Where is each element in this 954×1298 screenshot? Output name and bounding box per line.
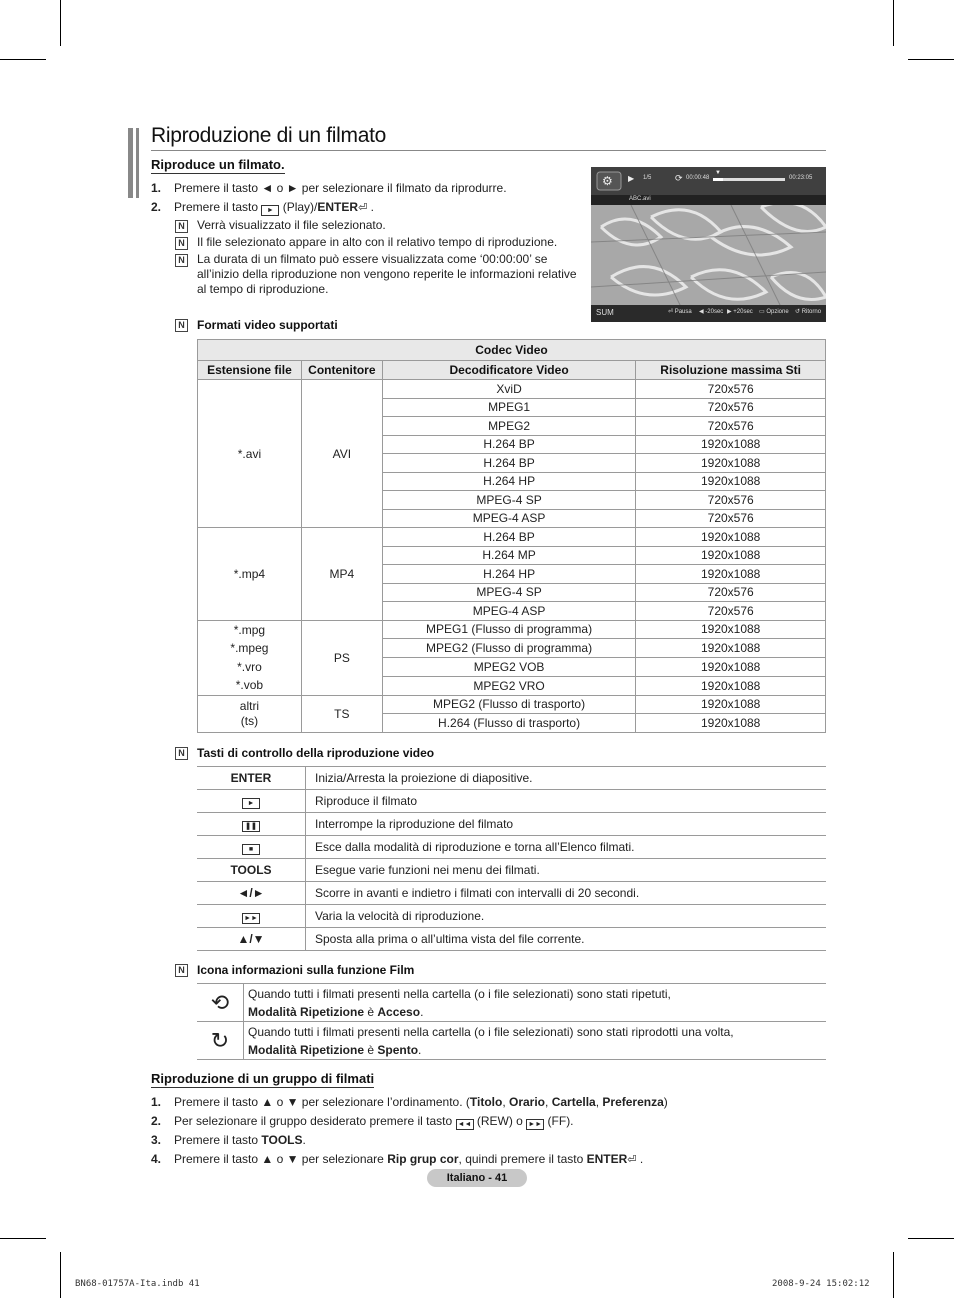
page-title: Riproduzione di un filmato xyxy=(151,124,387,147)
table-cell-container: TS xyxy=(301,695,382,732)
step-number: 2. xyxy=(151,1114,162,1128)
note-icon: N xyxy=(175,964,188,977)
extension-line: *.mpg xyxy=(233,622,266,637)
extension-line: altri xyxy=(239,698,260,713)
column-header: Risoluzione massima Sti xyxy=(636,361,826,380)
key-cell: ENTER xyxy=(197,767,306,790)
play-button-icon: ► xyxy=(261,205,279,216)
setting-period: . xyxy=(420,1004,424,1019)
stop-button-icon: ■ xyxy=(242,844,260,855)
table-cell-decoder: XviD xyxy=(382,380,636,399)
column-header: Contenitore xyxy=(301,361,382,380)
table-cell-decoder: MPEG-4 ASP xyxy=(382,602,636,621)
repeat-icon: ⟳ xyxy=(675,173,683,183)
film-icon-info-table xyxy=(197,983,826,1060)
table-cell-extension xyxy=(198,695,302,732)
table-cell-resolution: 1920x1088 xyxy=(636,695,826,714)
key-cell: ◄/► xyxy=(197,882,306,905)
table-cell-resolution: 1920x1088 xyxy=(636,472,826,491)
crop-mark xyxy=(893,0,894,46)
setting-name: Modalità Ripetizione xyxy=(248,1004,365,1019)
note-icon: N xyxy=(175,220,188,233)
rewind-control: ◀ -20sec xyxy=(699,309,724,315)
enter-icon: ⏎ xyxy=(358,202,368,214)
enter-key-label: ENTER xyxy=(586,1152,628,1166)
icon-cell xyxy=(197,1022,244,1060)
setting-value: Acceso xyxy=(377,1004,421,1019)
return-control-label: Ritorno xyxy=(801,309,822,315)
step-text-part: ) xyxy=(663,1095,668,1109)
note-text: Il file selezionato appare in alto con il relativo tempo di riproduzione. xyxy=(197,235,558,249)
extension-line: *.mpeg xyxy=(230,641,269,655)
step-text: Premere il tasto ▲ o ▼ per selezionare Rip grup cor, quindi premere il tasto ENTER⏎ . xyxy=(174,1152,644,1166)
leaf-pattern-background xyxy=(591,167,826,322)
step-number: 3. xyxy=(151,1133,162,1147)
key-cell: TOOLS xyxy=(197,859,306,882)
step-text: Premere il tasto ▲ o ▼ per selezionare l’ordinamento. (Titolo, Orario, Cartella, Preferenza) xyxy=(174,1095,668,1109)
table-cell-resolution: 1920x1088 xyxy=(636,658,826,677)
icon-info-label: Icona informazioni sulla funzione Film xyxy=(197,963,415,977)
note-text: all’inizio della riproduzione non vengono reperite le informazioni relative xyxy=(197,267,577,281)
pause-control: ⏎ Pausa xyxy=(668,309,692,315)
icon-description-line: Quando tutti i filmati presenti nella cartella (o i file selezionati) sono stati riprodotti una volta, xyxy=(248,1024,734,1039)
table-cell-resolution: 1920x1088 xyxy=(636,435,826,454)
table-cell-decoder: MPEG-4 SP xyxy=(382,583,636,602)
table-cell-decoder: H.264 BP xyxy=(382,435,636,454)
step-text: Premere il tasto TOOLS. xyxy=(174,1133,306,1147)
table-cell-resolution: 1920x1088 xyxy=(636,714,826,733)
key-description: Inizia/Arresta la proiezione di diapositive. xyxy=(306,767,827,790)
table-cell-extension: *.mp4 xyxy=(198,528,302,621)
table-cell-resolution: 720x576 xyxy=(636,380,826,399)
crop-mark xyxy=(893,1252,894,1298)
table-cell-decoder: MPEG2 VOB xyxy=(382,658,636,677)
table-cell-decoder: H.264 MP xyxy=(382,546,636,565)
note-icon: N xyxy=(175,237,188,250)
movie-playback-screenshot xyxy=(591,167,826,322)
pause-button-icon: ❚❚ xyxy=(242,821,260,832)
icon-description-line xyxy=(248,1003,826,1021)
table-cell-resolution: 1920x1088 xyxy=(636,528,826,547)
crop-mark xyxy=(908,1238,954,1239)
extension-line: *.vob xyxy=(235,678,264,692)
table-cell-decoder: MPEG2 xyxy=(382,417,636,436)
table-cell-decoder: MPEG-4 ASP xyxy=(382,509,636,528)
step-text: Premere il tasto ► (Play)/ENTER⏎ . xyxy=(174,200,374,214)
table-cell-decoder: MPEG-4 SP xyxy=(382,491,636,510)
play-status-icon: ▶ xyxy=(628,174,635,183)
step-text-part: (FF). xyxy=(547,1114,574,1128)
enter-key-label: ENTER xyxy=(317,200,359,214)
step-text-part: Per selezionare il gruppo desiderato premere il tasto xyxy=(174,1114,453,1128)
crop-mark xyxy=(60,0,61,46)
table-cell-resolution: 1920x1088 xyxy=(636,620,826,639)
note-text: La durata di un filmato può essere visualizzata come ‘00:00:00’ se xyxy=(197,252,548,266)
option-control: ▭ Opzione xyxy=(759,309,789,315)
step-text xyxy=(174,1114,574,1130)
setting-period: . xyxy=(418,1042,422,1057)
key-description: Scorre in avanti e indietro i filmati con intervalli di 20 secondi. xyxy=(306,882,827,905)
table-cell-decoder: MPEG1 xyxy=(382,398,636,417)
forward-control: ▶ +20sec xyxy=(727,309,753,315)
table-cell-resolution: 1920x1088 xyxy=(636,546,826,565)
key-cell: ▲/▼ xyxy=(197,928,306,951)
setting-connector: è xyxy=(364,1042,378,1057)
icon-description-line: Quando tutti i filmati presenti nella cartella (o i file selezionati) sono stati ripetuti, xyxy=(248,986,671,1001)
note-icon: N xyxy=(175,254,188,267)
return-control: ↺ Ritorno xyxy=(795,309,822,315)
table-cell-resolution: 720x576 xyxy=(636,398,826,417)
step-text-part: Premere il tasto xyxy=(174,1133,259,1147)
extension-line: (ts) xyxy=(240,713,259,728)
repeat-once-icon: ↻ xyxy=(210,1027,230,1053)
setting-value: Spento xyxy=(377,1042,419,1057)
menu-option: Rip grup cor xyxy=(387,1152,459,1166)
enter-icon: ⏎ xyxy=(627,1154,637,1166)
film-icon: ⚙ xyxy=(602,174,613,188)
page-number-badge: Italiano - 41 xyxy=(427,1169,527,1187)
crop-mark xyxy=(0,1238,46,1239)
rewind-button-icon: ◄◄ xyxy=(456,1119,474,1130)
key-cell xyxy=(197,836,306,859)
table-cell-resolution: 720x576 xyxy=(636,509,826,528)
file-name: ABC.avi xyxy=(629,196,651,202)
table-cell-decoder: MPEG1 (Flusso di programma) xyxy=(382,620,636,639)
key-description: Esegue varie funzioni nei menu dei filmati. xyxy=(306,859,827,882)
note-icon: N xyxy=(175,747,188,760)
total-time: 00:23:05 xyxy=(789,175,813,181)
section-heading-play-movie: Riproduce un filmato. xyxy=(151,157,285,172)
sort-option: Preferenza xyxy=(602,1095,664,1109)
column-header: Decodificatore Video xyxy=(382,361,636,380)
tools-key-label: TOOLS xyxy=(261,1133,303,1147)
key-cell xyxy=(197,905,306,928)
table-cell-decoder: H.264 HP xyxy=(382,565,636,584)
extension-line: *.vro xyxy=(237,659,262,674)
column-header: Estensione file xyxy=(198,361,302,380)
table-cell-resolution: 1920x1088 xyxy=(636,454,826,473)
table-cell-resolution: 720x576 xyxy=(636,491,826,510)
key-description: Esce dalla modalità di riproduzione e torna all’Elenco filmati. xyxy=(306,836,827,859)
table-cell-resolution: 720x576 xyxy=(636,602,826,621)
key-cell xyxy=(197,813,306,836)
table-cell-resolution: 1920x1088 xyxy=(636,565,826,584)
step-text-part: , quindi premere il tasto xyxy=(458,1152,584,1166)
icon-description-line xyxy=(248,1041,826,1059)
step-text-part: Premere il tasto ▲ o ▼ per selezionare l’ordinamento. ( xyxy=(174,1095,470,1109)
key-description: Sposta alla prima o all’ultima vista del file corrente. xyxy=(306,928,827,951)
codec-header: Codec Video xyxy=(198,340,826,361)
rewind-control-label: -20sec xyxy=(705,309,724,315)
step-text: Premere il tasto ◄ o ► per selezionare il filmato da riprodurre. xyxy=(174,181,507,195)
key-cell xyxy=(197,790,306,813)
crop-mark xyxy=(0,59,46,60)
section-heading-group-play: Riproduzione di un gruppo di filmati xyxy=(151,1071,375,1086)
title-accent-bar xyxy=(128,128,133,198)
table-cell-resolution: 720x576 xyxy=(636,583,826,602)
controls-label: Tasti di controllo della riproduzione video xyxy=(197,746,435,760)
note-text: al tempo di riproduzione. xyxy=(197,282,329,296)
table-cell-container: PS xyxy=(301,620,382,695)
fast-forward-button-icon: ►► xyxy=(526,1119,544,1130)
sort-option: Titolo xyxy=(469,1095,503,1109)
table-cell-decoder: MPEG2 (Flusso di programma) xyxy=(382,639,636,658)
table-cell-decoder: H.264 (Flusso di trasporto) xyxy=(382,714,636,733)
elapsed-time: 00:00:48 xyxy=(686,175,710,181)
crop-mark xyxy=(908,59,954,60)
step-number: 4. xyxy=(151,1152,162,1166)
icon-description xyxy=(244,1022,827,1060)
key-description: Varia la velocità di riproduzione. xyxy=(306,905,827,928)
step-number: 1. xyxy=(151,1095,162,1109)
title-rule xyxy=(151,150,826,151)
crop-mark xyxy=(60,1252,61,1298)
icon-description xyxy=(244,984,827,1022)
table-cell-resolution: 1920x1088 xyxy=(636,639,826,658)
video-formats-table xyxy=(197,339,826,733)
fast-forward-button-icon: ►► xyxy=(242,913,260,924)
file-counter: 1/5 xyxy=(643,175,652,181)
repeat-all-icon: ⟲ xyxy=(210,989,230,1015)
table-cell-container: MP4 xyxy=(301,528,382,621)
play-button-icon: ► xyxy=(242,798,260,809)
table-cell-decoder: H.264 HP xyxy=(382,472,636,491)
step-number: 2. xyxy=(151,200,162,214)
step-number: 1. xyxy=(151,181,162,195)
step-text-part: (Play)/ xyxy=(282,200,318,214)
table-cell-decoder: H.264 BP xyxy=(382,454,636,473)
note-text: Verrà visualizzato il file selezionato. xyxy=(197,218,386,232)
sum-label: SUM xyxy=(596,308,614,317)
sort-option: Orario xyxy=(509,1095,546,1109)
title-accent-bar xyxy=(136,128,139,198)
table-cell-resolution: 1920x1088 xyxy=(636,676,826,695)
formats-label: Formati video supportati xyxy=(197,318,338,332)
step-text-part: (REW) o xyxy=(476,1114,523,1128)
key-description: Riproduce il filmato xyxy=(306,790,827,813)
table-cell-extension xyxy=(198,620,302,695)
print-slug-file: BN68-01757A-Ita.indb 41 xyxy=(75,1279,200,1289)
pause-control-label: Pausa xyxy=(674,309,692,315)
note-icon: N xyxy=(175,319,188,332)
table-cell-decoder: MPEG2 (Flusso di trasporto) xyxy=(382,695,636,714)
table-cell-decoder: H.264 BP xyxy=(382,528,636,547)
step-text-part: Premere il tasto ▲ o ▼ per selezionare xyxy=(174,1152,384,1166)
table-cell-container: AVI xyxy=(301,380,382,528)
print-slug-date: 2008-9-24 15:02:12 xyxy=(772,1279,870,1289)
table-cell-decoder: MPEG2 VRO xyxy=(382,676,636,695)
table-cell-resolution: 720x576 xyxy=(636,417,826,436)
icon-cell xyxy=(197,984,244,1022)
sort-option: Cartella xyxy=(551,1095,596,1109)
setting-name: Modalità Ripetizione xyxy=(248,1042,365,1057)
key-description: Interrompe la riproduzione del filmato xyxy=(306,813,827,836)
setting-connector: è xyxy=(364,1004,378,1019)
option-control-label: Opzione xyxy=(766,309,789,315)
forward-control-label: +20sec xyxy=(733,309,753,315)
progress-marker-icon: ▼ xyxy=(715,170,721,176)
playback-keys-table xyxy=(197,766,826,951)
table-cell-extension: *.avi xyxy=(198,380,302,528)
step-text-part: Premere il tasto xyxy=(174,200,259,214)
